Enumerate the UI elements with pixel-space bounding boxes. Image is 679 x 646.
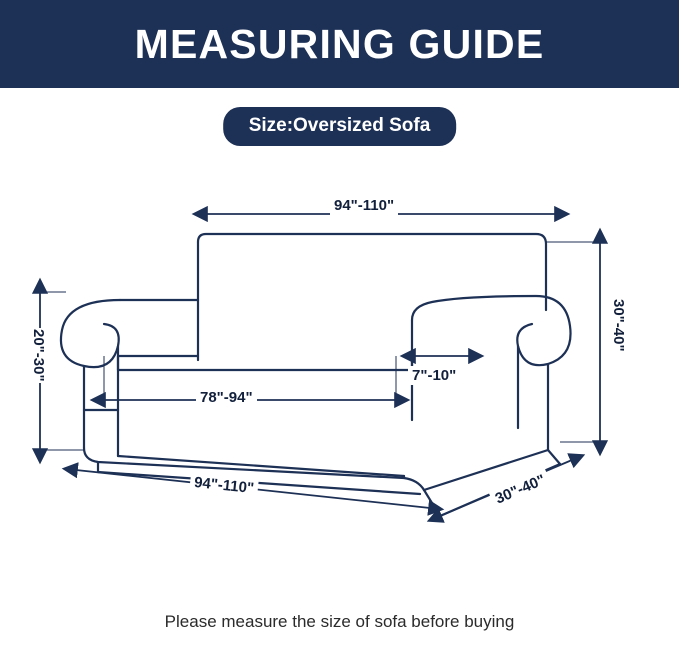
header-bar [0,0,679,88]
sofa-body [61,234,571,516]
size-badge: Size:Oversized Sofa [223,107,457,146]
dimension-label-arm-width: 7"-10" [408,366,460,385]
footer-note: Please measure the size of sofa before buying [164,612,515,631]
dimension-label-top-width: 94"-110" [330,196,398,215]
sofa-diagram [0,160,679,580]
dimension-label-back-height: 30"-40" [606,298,631,353]
dimension-label-bottom-width: 94"-110" [189,472,259,498]
page-title: MEASURING GUIDE [134,20,545,67]
dimension-label-arm-height: 20"-30" [26,328,51,383]
dimension-label-depth: 30"-40" [489,469,552,510]
dimension-label-seat-width: 78"-94" [196,388,257,407]
sofa-outline-svg [0,160,679,580]
